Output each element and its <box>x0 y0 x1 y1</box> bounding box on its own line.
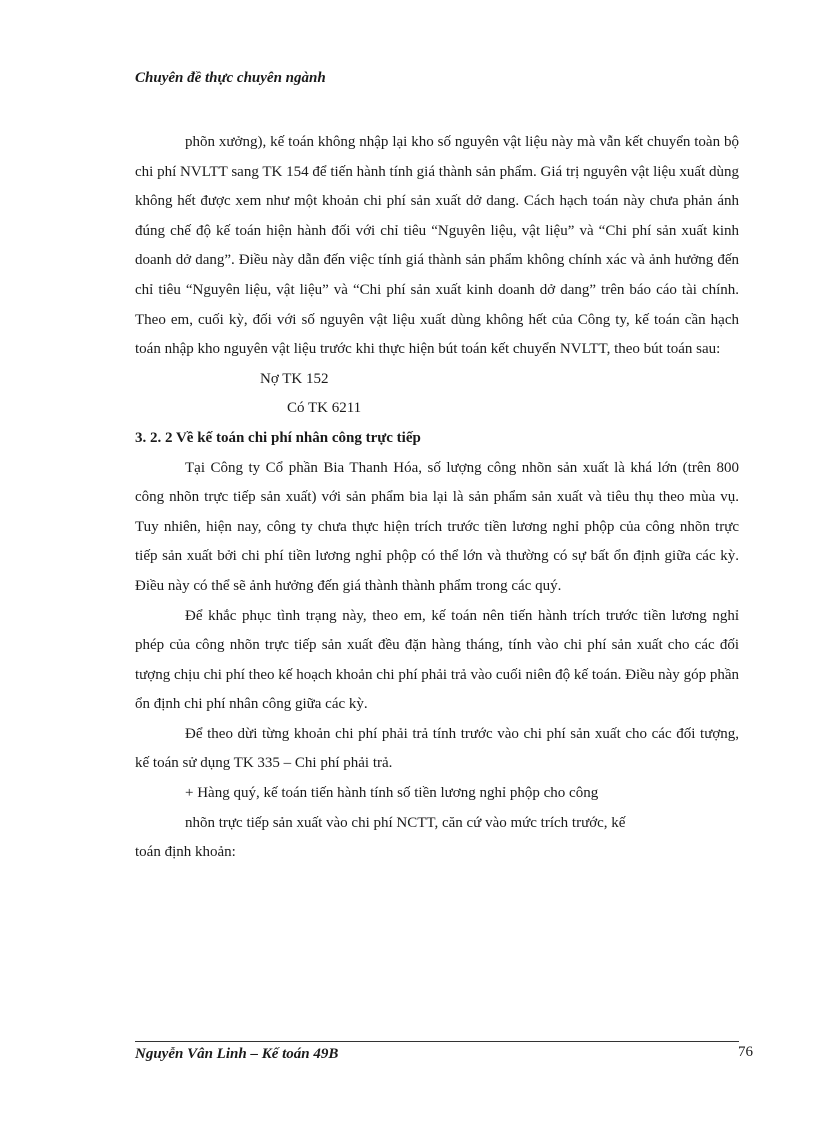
paragraph-4: Để theo dừi từng khoản chi phí phải trả tính trước vào chi phí sản xuất cho các đối tượng, kế toán sử dụng TK 335 – Chi phí phải trả. <box>135 725 739 772</box>
section-heading: 3. 2. 2 Về kế toán chi phí nhân công trực tiếp <box>135 429 421 446</box>
page-number: 76 <box>738 1044 753 1060</box>
journal-entry-credit: Có TK 6211 <box>287 400 362 417</box>
page-footer <box>135 1046 760 1063</box>
paragraph-2: Tại Công ty Cổ phần Bia Thanh Hóa, số lượng công nhõn sản xuất là khá lớn (trên 800 công nhõn trực tiếp sản xuất) với sản phẩm bia lại là sản phẩm sản xuất và tiêu thụ theo mùa vụ. Tuy nhiên, hiện nay, công ty chưa thực hiện trích trước tiền lương nghỉ phộp của công nhõn trực tiếp sản xuất bởi chi phí tiền lương nghỉ phộp có thể lớn và thường có sự bất ổn định giữa các kỳ. Điều này có thể sẽ ảnh hưởng đến giá thành thành phẩm trong các quý. <box>135 459 739 594</box>
paragraph-5-line-3: toán định khoản: <box>135 844 236 861</box>
footer-author: Nguyễn Vân Linh – Kế toán 49B <box>135 1046 339 1062</box>
document-body <box>135 128 739 868</box>
paragraph-1: phõn xưởng), kế toán không nhập lại kho số nguyên vật liệu này mà vẫn kết chuyển toàn bộ chi phí NVLTT sang TK 154 để tiến hành tính giá thành sản phẩm. Giá trị nguyên vật liệu xuất dùng không hết được xem như một khoản chi phí sản xuất dở dang. Cách hạch toán này chưa phản ánh đúng chế độ kế toán hiện hành đối với chỉ tiêu “Nguyên liệu, vật liệu” và “Chi phí sản xuất kinh doanh dở dang”. Điều này dẫn đến việc tính giá thành sản phẩm không chính xác và ảnh hưởng đến chỉ tiêu “Nguyên liệu, vật liệu” và “Chi phí sản xuất kinh doanh dở dang” trên báo cáo tài chính. Theo em, cuối kỳ, đối với số nguyên vật liệu xuất dùng không hết của Công ty, kế toán cần hạch toán nhập kho nguyên vật liệu trước khi thực hiện bút toán kết chuyển NVLTT, theo bút toán sau: <box>135 134 739 358</box>
page-header: Chuyên đề thực chuyên ngành <box>135 70 326 86</box>
footer-divider <box>135 1041 739 1042</box>
paragraph-5-line-1: + Hàng quý, kế toán tiến hành tính số tiền lương nghỉ phộp cho công <box>185 785 599 802</box>
paragraph-3: Để khắc phục tình trạng này, theo em, kế toán nên tiến hành trích trước tiền lương nghỉ phép của công nhõn trực tiếp sản xuất đều đặn hàng tháng, tính vào chi phí sản xuất cho các đối tượng chịu chi phí theo kế hoạch khoản chi phí phải trả vào cuối niên độ kế toán. Điều này góp phần ổn định chi phí nhân công giữa các kỳ. <box>135 607 739 713</box>
journal-entry-debit: Nợ TK 152 <box>260 370 329 387</box>
paragraph-5-line-2: nhõn trực tiếp sản xuất vào chi phí NCTT, căn cứ vào mức trích trước, kế <box>185 814 626 831</box>
